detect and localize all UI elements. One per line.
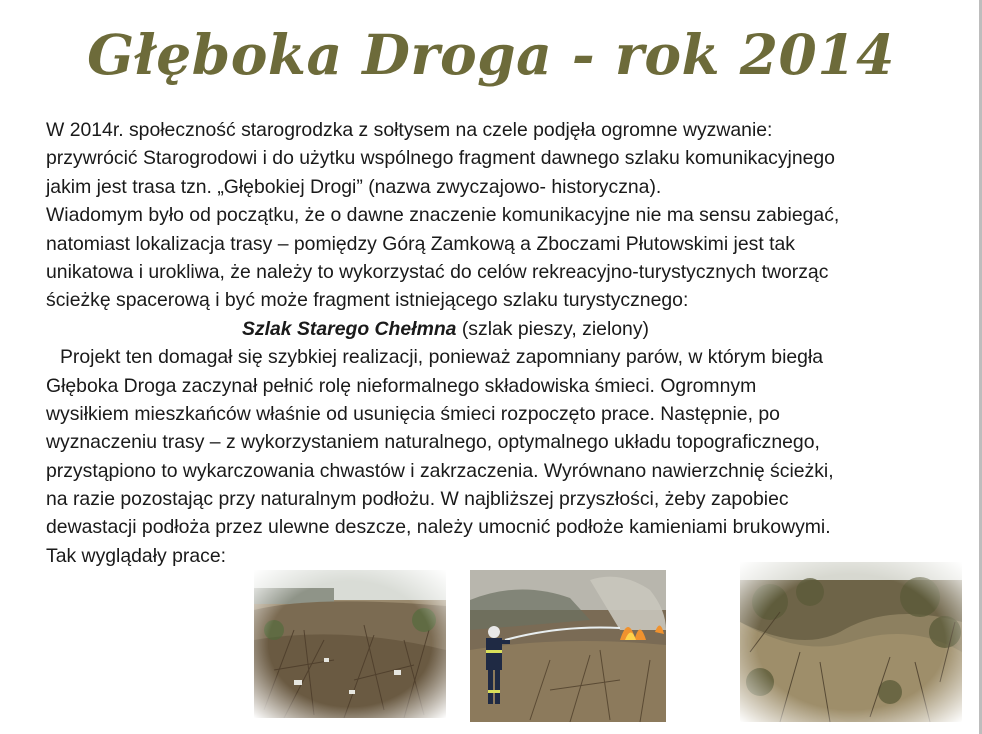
text-line: przystąpiono to wykarczowania chwastów i zakrzaczenia. Wyrównano nawierzchnię ścieżki, [46, 459, 834, 482]
text-line: unikatowa i urokliwa, że należy to wykorzystać do celów rekreacyjno-turystycznych tworząc [46, 260, 829, 283]
photo-overgrown-ravine [254, 570, 446, 718]
trail-name: Szlak Starego Chełmna [242, 317, 457, 340]
text-line: Wiadomym było od początku, że o dawne znaczenie komunikacyjne nie ma sensu zabiegać, [46, 204, 840, 227]
text-line: przywrócić Starogrodowi i do użytku wspólnego fragment dawnego szlaku komunikacyjnego [46, 147, 835, 170]
text-line: Głęboka Droga zaczynał pełnić rolę nieformalnego składowiska śmieci. Ogromnym [46, 374, 757, 397]
text-line: dewastacji podłoża przez ulewne deszcze, należy umocnić podłoże kamieniami brukowymi. [46, 516, 831, 539]
text-line: ścieżkę spacerową i być może fragment istniejącego szlaku turystycznego: [46, 289, 689, 312]
article-body [46, 116, 966, 570]
trail-description: (szlak pieszy, zielony) [456, 317, 649, 340]
text-line: jakim jest trasa tzn. „Głębokiej Drogi” (nazwa zwyczajowo- historyczna). [46, 175, 662, 198]
text-line: wyznaczeniu trasy – z wykorzystaniem naturalnego, optymalnego układu topograficznego, [46, 431, 820, 454]
text-line: W 2014r. społeczność starogrodzka z sołtysem na czele podjęła ogromne wyzwanie: [46, 119, 773, 141]
text-line: natomiast lokalizacja trasy – pomiędzy Górą Zamkową a Zboczami Płutowskimi jest tak [46, 232, 795, 255]
page-title: Głęboka Droga - rok 2014 [87, 22, 895, 87]
text-line: na razie pozostając przy naturalnym podłożu. W najbliższej przyszłości, żeby zapobiec [46, 488, 789, 511]
text-line: Projekt ten domagał się szybkiej realizacji, ponieważ zapomniany parów, w którym biegła [60, 346, 824, 369]
trail-line [46, 315, 966, 343]
photo-ravine-slope [740, 562, 962, 722]
text-line: wysiłkiem mieszkańców właśnie od usunięcia śmieci rozpoczęto prace. Następnie, po [46, 402, 780, 425]
text-line: Tak wyglądały prace: [46, 544, 226, 567]
photo-firefighter-burning [470, 570, 666, 722]
